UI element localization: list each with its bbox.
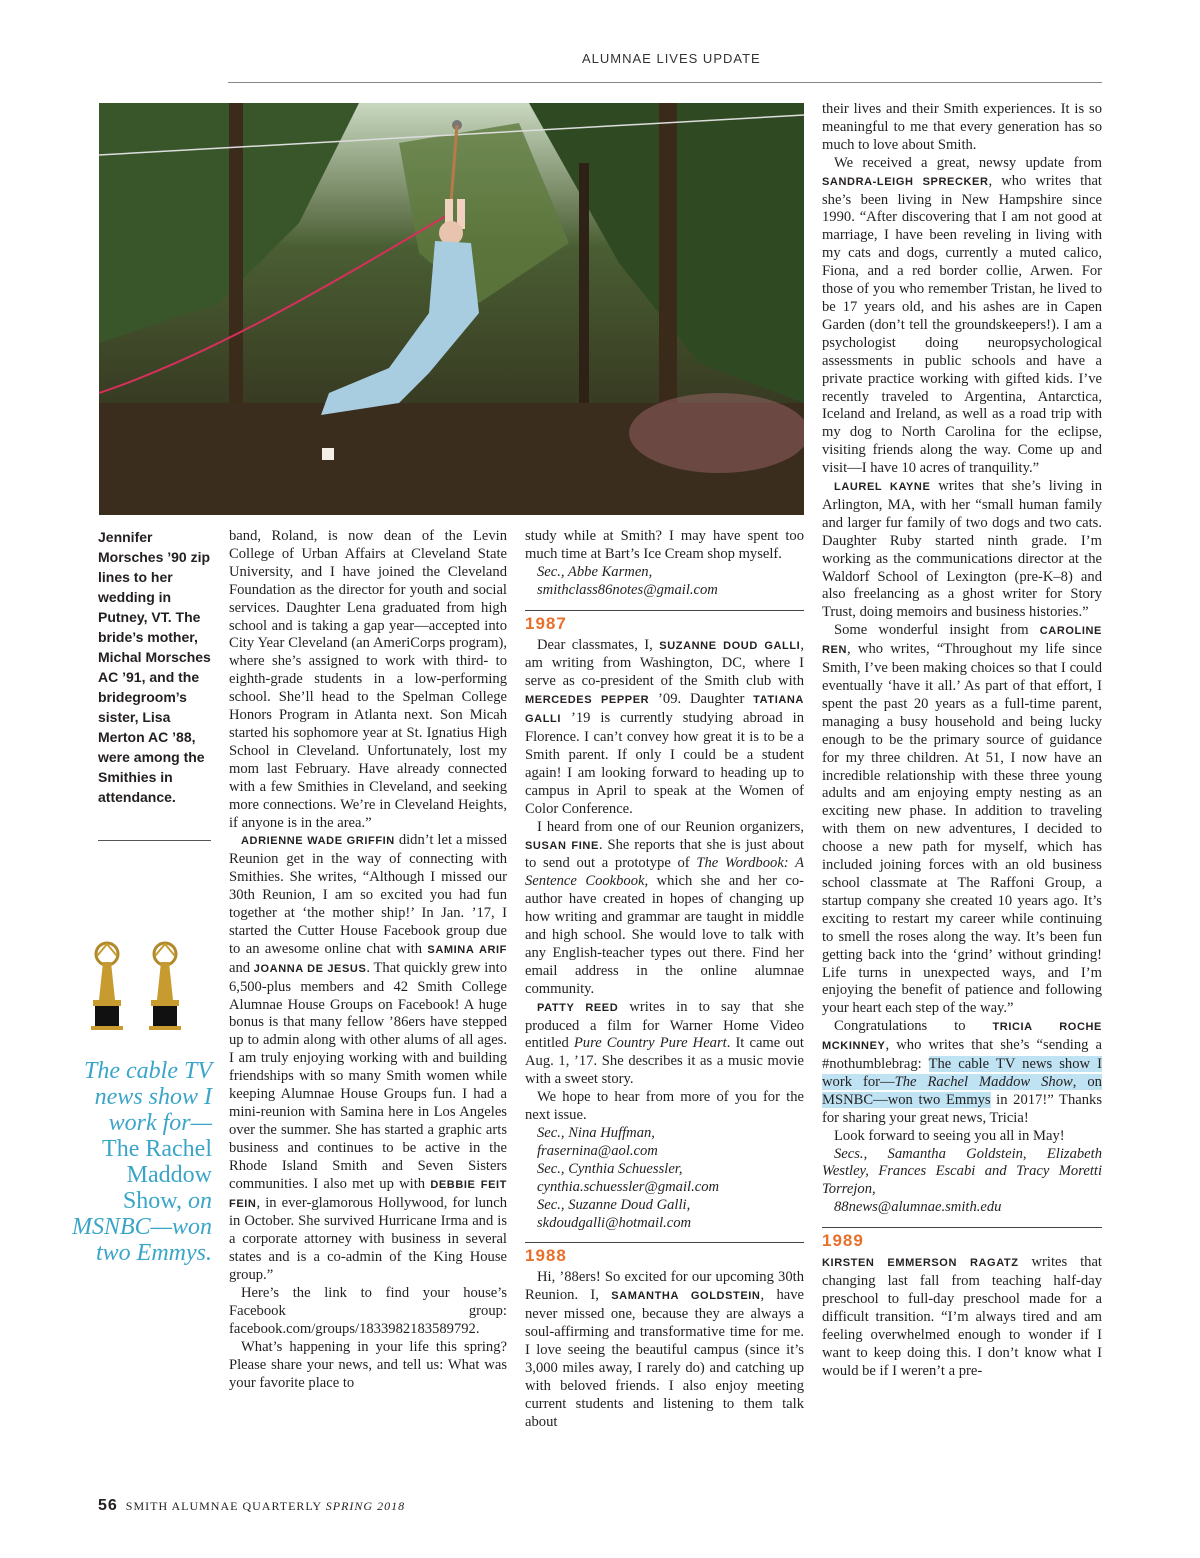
column-1 [229,528,507,1393]
alumna-name: JOANNA DE JESUS [253,962,367,975]
pullquote-part-a: The cable TV news show I work for— [84,1058,212,1136]
alumna-name: SAMANTHA GOLDSTEIN [611,1290,761,1303]
emmy-icon [149,943,181,1030]
page-number: 56 [98,1497,118,1514]
paragraph: We hope to hear from more of you for the next issue. [525,1089,804,1124]
paragraph: Congratulations to TRICIA ROCHE MCKINNEY, who writes that she’s “sending a #nothumblebrag: The cable TV news show I work for—The Rachel Maddow Show, on MSNBC—won two Emmys in 2017!” Thanks for sharing your great news, Tricia! [822,1018,1102,1126]
paragraph: LAUREL KAYNE writes that she’s living in Arlington, MA, with her “small human family and larger fur family of two dogs and two cats. Daughter Ruby started ninth grade. I’m working as the communications director at the Waldorf School of Lexington (pre-K–8) and also freelancing as a ghost writer for Story Trust, doing memoirs and business histories.” [822,478,1102,621]
paragraph: KIRSTEN EMMERSON RAGATZ writes that changing last fall from teaching half-day preschool to full-day preschool made for a difficult transition. “I’m always tired and am feeling overwhelmed enough to wonder if I want to keep doing this. I don’t know what I would be if I weren’t a pre- [822,1254,1102,1379]
paragraph: Here’s the link to find your house’s Facebook group: facebook.com/groups/1833982183589792. [229,1285,507,1337]
class-secretary: Sec., Suzanne Doud Galli, [537,1196,691,1213]
class-secretary: Secs., Samantha Goldstein, Elizabeth Westley, Frances Escabi and Tracy Moretti Torrejon, [822,1145,1102,1198]
magazine-name: SMITH ALUMNAE QUARTERLY [125,1499,322,1513]
paragraph: Look forward to seeing you all in May! [834,1127,1065,1144]
column-2 [525,528,804,1432]
secretary-email: skdoudgalli@hotmail.com [537,1214,692,1231]
highlighted-quote: The cable TV news show I work for—The Rachel Maddow Show, on MSNBC—won two Emmys [822,1056,1102,1108]
paragraph: What’s happening in your life this spring? Please share your news, and tell us: What was your favorite place to [229,1338,507,1391]
alumna-name: TRICIA ROCHE MCKINNEY [822,1021,1102,1053]
secretary-email: cynthia.schuessler@gmail.com [537,1178,720,1195]
film-title: Pure Country Pure Heart [573,1035,727,1052]
caption-rule [98,840,211,841]
paragraph: PATTY REED writes in to say that she produced a film for Warner Home Video entitled Pure Country Pure Heart. It came out Aug. 1, ’17. She describes it as a music movie with a sweet story. [525,998,804,1088]
alumna-name: SAMINA ARIF [427,943,508,956]
photo-caption: Jennifer Morsches ’90 zip lines to her wedding in Putney, VT. The bride’s mother, Michal Morsches AC ’91, and the bridegroom’s sister, Lisa Merton AC ’88, were among the Smithies in attendance. [98,529,211,805]
alumna-name: PATTY REED [537,1001,619,1014]
emmy-icon [91,943,123,1030]
column-3 [822,101,1102,1380]
alumna-name: MERCEDES PEPPER [525,694,650,707]
paragraph: band, Roland, is now dean of the Levin College of Urban Affairs at Cleveland State University, and I have joined the Cleveland Foundation as the director for youth and social services. Daughter Lena graduated from high school and is taking a gap year—accepted into City Year Cleveland (an AmeriCorps program), where she’s assigned to work with third- to eighth-grade students in a low-performing school. She’ll head to the Spelman College Honors Program in Atlanta next. Son Micah started his sophomore year at St. Ignatius High School in Cleveland. Unfortunately, lost my mom last February. Have already connected with a few Smithies in Cleveland, and seeking more connections. We’re in Cleveland Heights, if anyone is in the area.” [229,528,507,831]
paragraph: I heard from one of our Reunion organizers, SUSAN FINE. She reports that she is just about to send out a prototype of The Wordbook: A Sentence Cookbook, which she and her co-author have created in hopes of changing up how writing and grammar are taught in middle and high school. She would love to talk with any English-teacher types out there. Find her email address in the online alumnae community. [525,818,805,997]
class-secretary: Sec., Nina Huffman, [537,1125,655,1141]
paragraph: study while at Smith? I may have spent too much time at Bart’s Ice Cream shop myself. [525,528,804,562]
class-secretary: Sec., Abbe Karmen, [537,563,653,580]
header-rule [228,82,1102,83]
issue-date: SPRING 2018 [325,1499,406,1513]
emmy-statuettes [85,940,205,1040]
alumna-name: TATIANA GALLI [525,694,804,726]
alumna-name: CAROLINE REN [822,625,1102,657]
alumna-name: SANDRA-LEIGH SPRECKER [822,175,989,188]
paragraph: We received a great, newsy update from SANDRA-LEIGH SPRECKER, who writes that she’s been living in New Hampshire since 1990. “After discovering that I am not good at marriage, I have been reveling in living with my cats and dogs, currently a muted calico, Fiona, and a red border collie, Arwen. For those of you who remember Tristan, he lived to be 17 years old, and his ashes are in Capen Garden (don’t tell the groundskeepers!). I am a psychologist doing neuropsychological assessments in public schools and have a private practice working with gifted kids. I’ve recently traveled to Argentina, Antarctica, Iceland and Ireland, as well as a road trip with my dog to North Carolina for the eclipse, visiting friends along the way. Come up and visit—I have 10 acres of tranquility.” [822,154,1102,477]
alumna-name: KIRSTEN EMMERSON RAGATZ [822,1257,1019,1270]
page-footer [98,1497,405,1515]
wedding-zipline-photo [99,103,804,515]
class-secretary: Sec., Cynthia Schuessler, [537,1160,683,1177]
secretary-email: 88news@alumnae.smith.edu [834,1199,1002,1216]
paragraph: their lives and their Smith experiences. It is so meaningful to me that every generation has so much to love about Smith. [822,101,1102,153]
class-year-heading: 1988 [525,1242,804,1265]
class-year-heading: 1987 [525,610,804,633]
pullquote-part-c: on MSNBC—won two Emmys. [71,1188,212,1266]
class-year-heading: 1989 [822,1227,1102,1250]
paragraph: ADRIENNE WADE GRIFFIN didn’t let a missed Reunion get in the way of connecting with Smithies. She writes, “Although I missed our 30th Reunion, I am so excited you had fun together at ‘the mother ship!’ In Jan. ’17, I started the Cutter House Facebook group due to an awesome online chat with SAMINA ARIF and JOANNA DE JESUS. That quickly grew into 6,500-plus members and 42 Smith College Alumnae House Groups on Facebook! A huge bonus is that many fellow ’86ers have stepped up to admin along with other alums of all ages. I am truly enjoying working with and building friendships with so many Smith women while keeping Alumnae House Groups fun. I had a mini-reunion with Samina here in Los Angeles over the summer. She has started a graphic arts business and continues to be active in the Rhode Island Smith and Seven Sisters communities. I also met up with DEBBIE FEIT FEIN, in ever-glamorous Hollywood, for lunch in October. She survived Hurricane Irma and is a corporate attorney with business in several states and is a co-admin of the King House group.” [229,832,508,1284]
paragraph: Hi, ’88ers! So excited for our upcoming 30th Reunion. I, SAMANTHA GOLDSTEIN, have never missed one, because they are always a soul-affirming and transformative time for me. I love seeing the beautiful campus (since it’s 3,000 miles away, I rarely do) and catching up with beloved friends. I also enjoy meeting current students and listening to them talk about [525,1269,804,1430]
section-header: ALUMNAE LIVES UPDATE [582,51,761,66]
book-title: The Wordbook: A Sentence Cookbook, [525,855,804,890]
alumna-name: ADRIENNE WADE GRIFFIN [241,835,395,848]
pullquote-show-title: The Rachel Maddow Show, [102,1136,212,1214]
paragraph: Dear classmates, I, SUZANNE DOUD GALLI, am writing from Washington, DC, where I serve as co-president of the Smith club with MERCEDES PEPPER ’09. Daughter TATIANA GALLI ’19 is currently studying abroad in Florence. I can’t convey how great it is to be a Smith parent. If only I could be a student again! I am looking forward to heading up to campus in April to speak at the Women of Color Conference. [525,636,804,817]
pull-quote [70,1058,212,1266]
alumna-name: LAUREL KAYNE [834,481,931,494]
alumna-name: SUZANNE DOUD GALLI [659,639,801,652]
secretary-email: smithclass86notes@gmail.com [537,581,718,598]
alumna-name: SUSAN FINE [525,839,599,852]
secretary-email: frasernina@aol.com [537,1142,658,1159]
paragraph: Some wonderful insight from CAROLINE REN, who writes, “Throughout my life since Smith, I’ve been making choices so that I could eventually ‘have it all.’ As part of that effort, I spent the past 20 years as a full-time parent, managing a busy household and being lucky enough to be the primary source of guidance for my three children. At 51, I now have an incredible relationship with these three young adults and am enjoying empty nesting as an exciting new phase. In addition to traveling with them on new adventures, I decided to choose a new path for myself, which has included joining forces with an old business school classmate at The Raffoni Group, a startup company she created 10 years ago. It’s exciting to restart my career while continuing to smell the roses along the way. It’s been fun getting back into the ‘grind’ without grinding! Life turns in unexpected ways, and I’m enjoying the benefit of patience and following your heart each step of the way.” [822,622,1102,1017]
alumna-name: DEBBIE FEIT FEIN [229,1178,507,1210]
